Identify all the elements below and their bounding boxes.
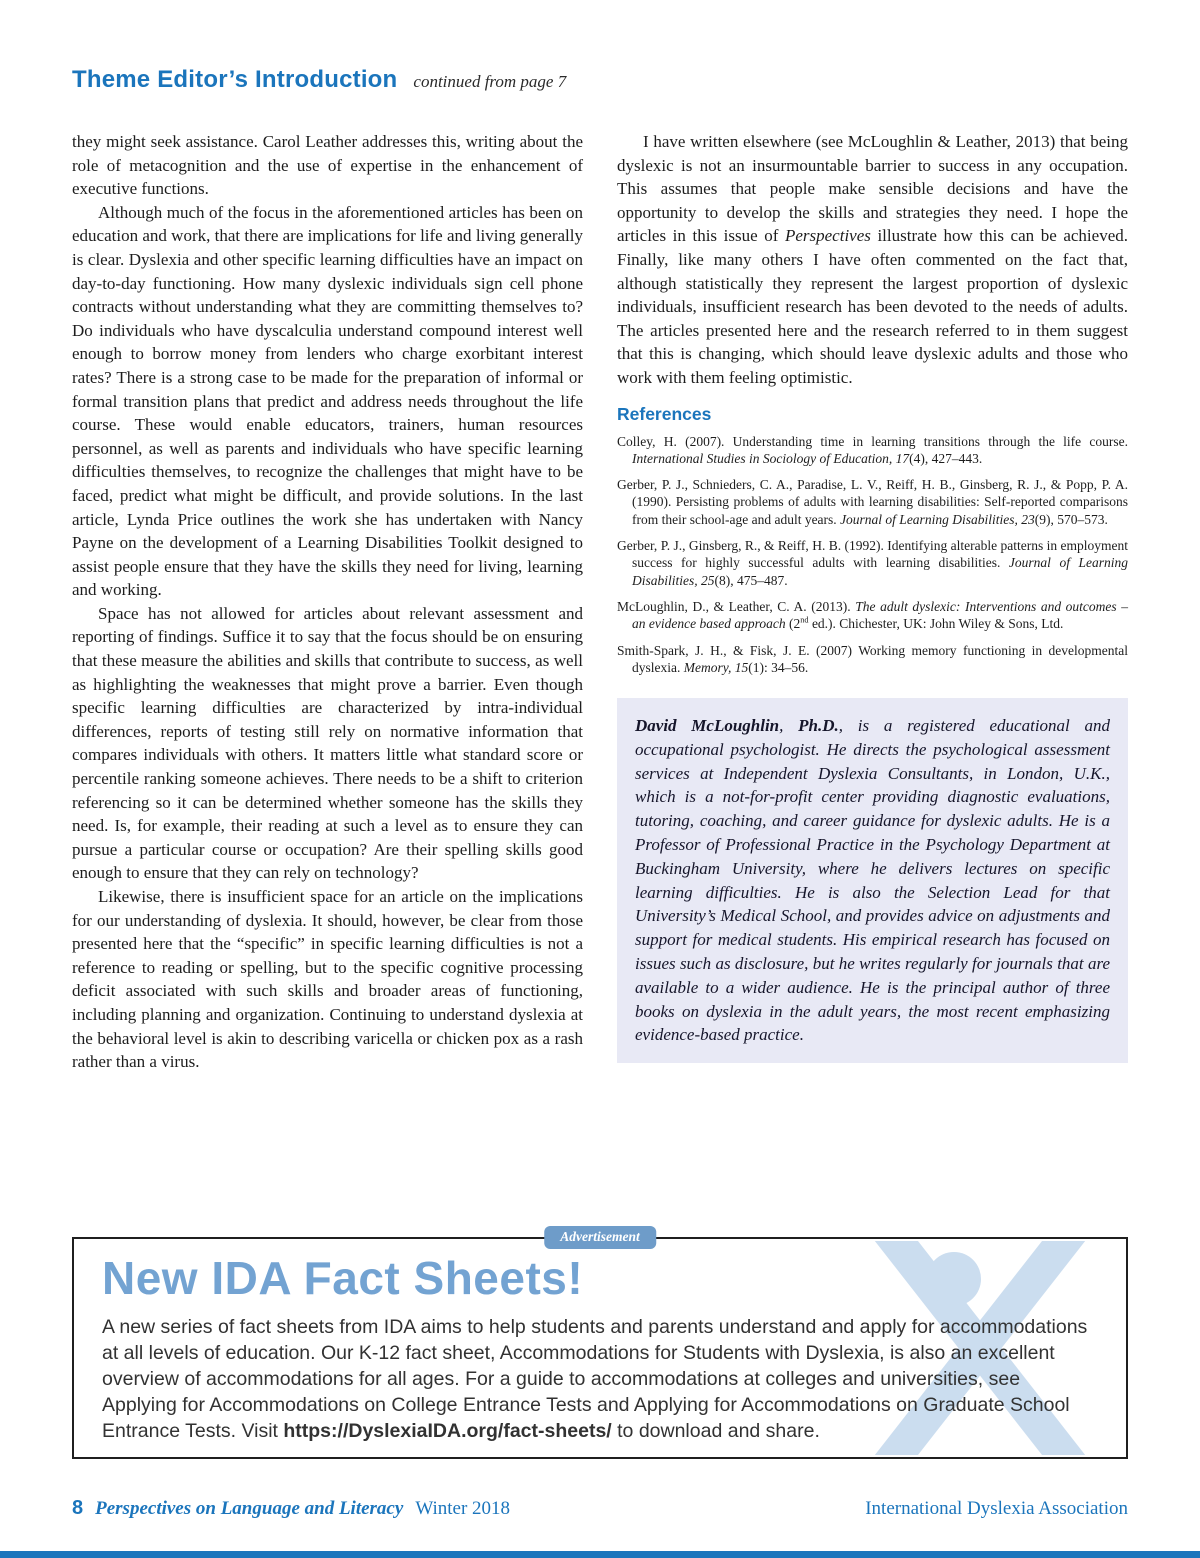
two-column-body: [72, 130, 1128, 1074]
body-paragraph: they might seek assistance. Carol Leather addresses this, writing about the role of metacognition and the use of expertise in the enhancement of executive functions.: [72, 132, 583, 199]
author-bio-text: David McLoughlin, Ph.D., is a registered educational and occupational psychologist. He directs the psychological assessment services at Independent Dyslexia Consultants, in London, U.K., which is a not-for-profit center providing diagnostic evaluations, tutoring, coaching, and career guidance for dyslexic adults. He is a Professor of Professional Practice in the Psychology Department at Buckingham University, where he delivers lectures on specific learning difficulties. He is also the Selection Lead for that University’s Medical School, and provides advice on adjustments and support for medical students. His empirical research has focused on issues such as disclosure, but he writes regularly for journals that are available to a wider audience. He is the principal author of three books on dyslexia in the adult years, the most recent emphasizing evidence-based practice.: [635, 716, 1111, 1045]
reference-entry: Smith-Spark, J. H., & Fisk, J. E. (2007) Working memory functioning in developmental dyslexia. Memory, 15(1): 34–56.: [617, 642, 1128, 675]
left-column: [72, 130, 583, 1074]
reference-entry: McLoughlin, D., & Leather, C. A. (2013). The adult dyslexic: Interventions and outcomes – an evidence based approach (2nd ed.). Chichester, UK: John Wiley & Sons, Ltd.: [617, 598, 1128, 632]
article-header: [72, 66, 566, 94]
ad-body-text: A new series of fact sheets from IDA aims to help students and parents understand and apply for accommodations at all levels of education. Our K-12 fact sheet, Accommodations for Students with Dyslexia, is also an excellent overview of accommodations for all ages. For a guide to accommodations at colleges and universities, see Applying for Accommodations on College Entrance Tests and Applying for Accommodations on Graduate School Entrance Tests. Visit https://DyslexiaIDA.org/fact-sheets/ to download and share.: [102, 1316, 1088, 1442]
body-paragraph: I have written elsewhere (see McLoughlin & Leather, 2013) that being dyslexic is not an insurmountable barrier to success in any occupation. This assumes that people make sensible decisions and have the opportunity to develop the skills and strategies they need. I hope the articles in this issue of Perspectives illustrate how this can be achieved. Finally, like many others I have often commented on the fact that, although statistically they represent the largest proportion of dyslexic individuals, insufficient research has been devoted to the needs of adults. The articles presented here and the research referred to in them suggest that this is changing, which should leave dyslexic adults and those who work with them feeling optimistic.: [617, 132, 1128, 387]
body-paragraph: Likewise, there is insufficient space for an article on the implications for our understanding of dyslexia. It should, however, be clear from those presented here that the “specific” in specific learning difficulties is not a reference to reading or spelling, but to the specific cognitive processing deficit associated with such skills and broader areas of functioning, including planning and organization. Continuing to understand dyslexia at the behavioral level is akin to describing varicella or chicken pox as a rash rather than a virus.: [72, 887, 583, 1072]
reference-entry: Colley, H. (2007). Understanding time in learning transitions through the life course. International Studies in Sociology of Education, 17(4), 427–443.: [617, 433, 1128, 466]
body-paragraph: Although much of the focus in the aforementioned articles has been on education and work, that there are implications for life and living generally is clear. Dyslexia and other specific learning difficulties have an impact on day-to-day functioning. How many dyslexic individuals sign cell phone contracts without understanding what they are committing themselves to? Do individuals who have dyscalculia understand compound interest well enough to borrow money from lenders who charge exorbitant interest rates? There is a strong case to be made for the preparation of informal or formal transition plans that predict and address needs throughout the life course. These would enable educators, trainers, human resources personnel, as well as parents and individuals who have specific learning difficulties themselves, to recognize the challenges that might have to be faced, predict what might be difficult, and provide solutions. In the last article, Lynda Price outlines the work she has undertaken with Nancy Payne on the development of a Learning Disabilities Toolkit designed to assist people ensure that they have the skills they need for living, learning and working.: [72, 202, 583, 600]
author-bio-box: [617, 698, 1128, 1063]
references-heading: References: [617, 403, 712, 424]
page-footer: [72, 1497, 1128, 1520]
body-paragraph: Space has not allowed for articles about relevant assessment and reporting of findings. Suffice it to say that the focus should be on ensuring that these measure the abilities and skills that contribute to success, as well as highlighting the weaknesses that might prove a barrier. Even though specific learning difficulties are characterized by intra-individual differences, reports of testing still rely on normative information that compares individuals with others. It matters little what standard score or percentile ranking someone achieves. There needs to be a shift to criterion referencing so it can be determined whether someone has the skills they need. Is, for example, their reading at such a level as to ensure they can pursue a particular course or occupation? Are their spelling skills good enough to ensure that they can rely on technology?: [72, 603, 583, 883]
reference-entry: Gerber, P. J., Schnieders, C. A., Paradise, L. V., Reiff, H. B., Ginsberg, R. J., & Popp, P. A. (1990). Persisting problems of adults with learning disabilities: Self-reported comparisons from their school-age and adult years. Journal of Learning Disabilities, 23(9), 570–573.: [617, 477, 1128, 527]
issue-label: Winter 2018: [415, 1498, 511, 1519]
right-column: [617, 130, 1128, 1074]
page-number: 8: [72, 1497, 84, 1519]
bottom-trim-bar: [0, 1551, 1200, 1558]
journal-name: Perspectives on Language and Literacy: [95, 1498, 404, 1519]
advertisement-content: [74, 1239, 1126, 1444]
advertisement-section: [72, 1226, 1128, 1459]
advertisement-badge: Advertisement: [544, 1226, 656, 1249]
references-list: [617, 433, 1128, 677]
ad-title: New IDA Fact Sheets!: [102, 1252, 584, 1304]
continued-note: continued from page 7: [413, 72, 567, 91]
association-name: International Dyslexia Association: [865, 1498, 1128, 1519]
footer-left: [72, 1497, 510, 1520]
right-column-paragraphs: [617, 130, 1128, 390]
article-title: Theme Editor’s Introduction: [72, 66, 398, 93]
reference-entry: Gerber, P. J., Ginsberg, R., & Reiff, H. B. (1992). Identifying alterable patterns in employment success for highly successful adults with learning disabilities. Journal of Learning Disabilities, 25(8), 475–487.: [617, 538, 1128, 588]
advertisement-box: [72, 1237, 1128, 1459]
